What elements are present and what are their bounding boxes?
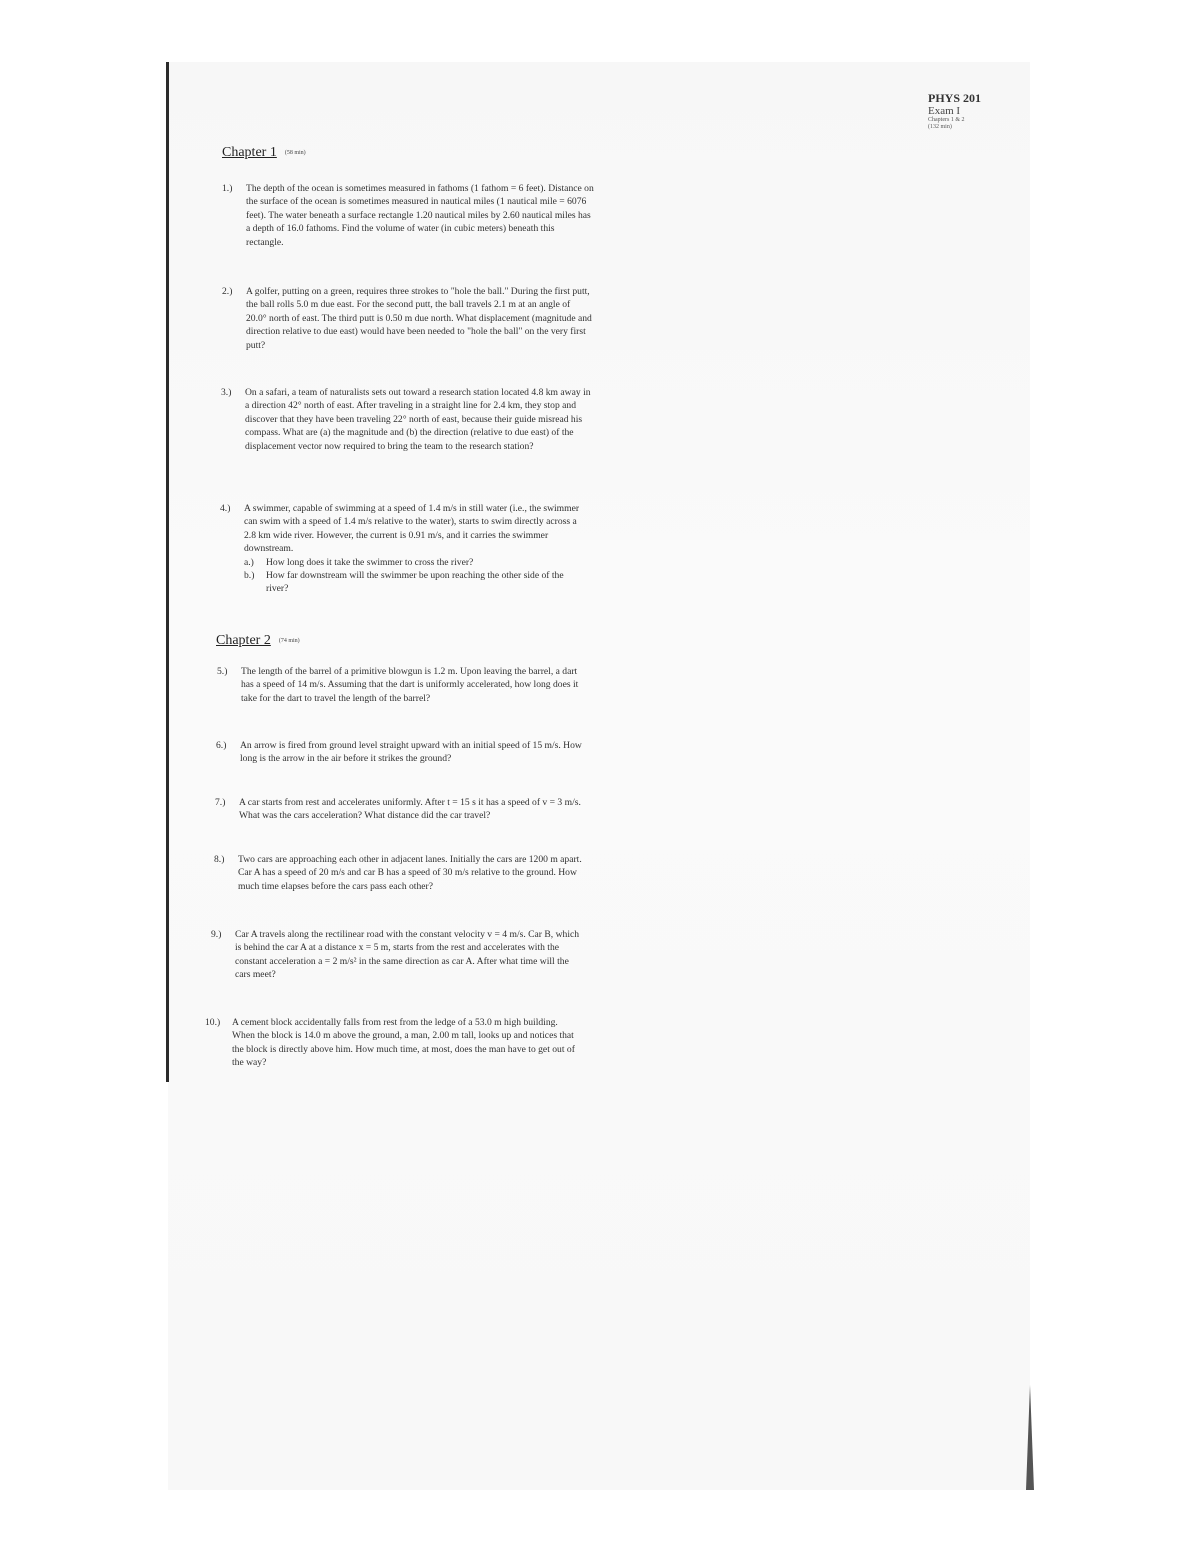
question-8 bbox=[214, 853, 584, 893]
question-6 bbox=[216, 739, 586, 766]
question-text: Two cars are approaching each other in adjacent lanes. Initially the cars are 1200 m apart. Car A has a speed of 20 m/s and car B has a speed of 30 m/s relative to the ground. How much time elapses before the cars pass each other? bbox=[238, 854, 582, 892]
question-text: On a safari, a team of naturalists sets out toward a research station located 4.8 km away in a direction 42° north of east. After traveling in a straight line for 2.4 km, they stop and discover that they have been traveling 22° north of east, because their guide misread his compass. What are (a) the magnitude and (b) the direction (relative to due east) of the displacement vector now required to bring the team to the research station? bbox=[245, 387, 591, 452]
question-text: A swimmer, capable of swimming at a speed of 1.4 m/s in still water (i.e., the swimmer can swim with a speed of 1.4 m/s relative to the water), starts to swim directly across a 2.8 km wide river. However, the current is 0.91 m/s, and it carries the swimmer downstream. bbox=[244, 503, 580, 555]
question-number: 4.) bbox=[220, 503, 231, 514]
page-edge-shadow bbox=[166, 62, 169, 1082]
part-text: How far downstream will the swimmer be upon reaching the other side of the river? bbox=[266, 570, 564, 595]
question-number: 8.) bbox=[214, 854, 225, 865]
question-text: The depth of the ocean is sometimes measured in fathoms (1 fathom = 6 feet). Distance on the surface of the ocean is sometimes measured in nautical miles (1 nautical mile = 6076 feet). The water beneath a surface rectangle 1.20 nautical miles by 2.60 nautical miles has a depth of 16.0 fathoms. Find the volume of water (in cubic meters) beneath this rectangle. bbox=[246, 183, 594, 248]
question-text: An arrow is fired from ground level straight upward with an initial speed of 15 m/s. How long is the arrow in the air before it strikes the ground? bbox=[240, 740, 582, 765]
exam-time: (132 min) bbox=[928, 123, 952, 130]
chapter-1-heading bbox=[222, 145, 306, 161]
part-text: How long does it take the swimmer to cross the river? bbox=[266, 556, 474, 568]
exam-chapters: Chapters 1 & 2 bbox=[928, 117, 965, 124]
question-number: 7.) bbox=[215, 797, 226, 808]
question-number: 10.) bbox=[205, 1017, 221, 1028]
part-label: b.) bbox=[244, 570, 255, 582]
question-number: 6.) bbox=[216, 740, 227, 751]
question-text: The length of the barrel of a primitive blowgun is 1.2 m. Upon leaving the barrel, a dart has a speed of 14 m/s. Assuming that the dart is uniformly accelerated, how long does it take for the dart to travel the length of the barrel? bbox=[241, 666, 579, 704]
question-number: 9.) bbox=[211, 929, 222, 940]
question-number: 3.) bbox=[221, 387, 232, 398]
question-10 bbox=[205, 1016, 578, 1070]
question-number: 2.) bbox=[222, 286, 233, 297]
page-corner-shadow bbox=[1026, 1385, 1034, 1490]
course-code: PHYS 201 bbox=[928, 91, 982, 105]
question-4 bbox=[220, 502, 584, 596]
question-number: 1.) bbox=[222, 183, 233, 194]
question-part-a bbox=[244, 556, 584, 569]
question-text: A car starts from rest and accelerates uniformly. After t = 15 s it has a speed of v = 3 m/s. What was the cars acceleration? What distance did the car travel? bbox=[239, 797, 581, 822]
chapter-time: (58 min) bbox=[284, 149, 306, 156]
chapter-title: Chapter 2 bbox=[216, 633, 271, 648]
question-number: 5.) bbox=[217, 666, 228, 677]
chapter-title: Chapter 1 bbox=[222, 145, 277, 160]
question-text: A cement block accidentally falls from rest from the ledge of a 53.0 m high building. When the block is 14.0 m above the ground, a man, 2.00 m tall, looks up and notices that the block is directly above him. How much time, at most, does the man have to get out of the way? bbox=[232, 1017, 575, 1069]
question-9 bbox=[211, 928, 581, 982]
question-1 bbox=[222, 182, 594, 249]
exam-header bbox=[928, 92, 981, 130]
question-text: Car A travels along the rectilinear road with the constant velocity v = 4 m/s. Car B, which is behind the car A at a distance x = 5 m, starts from the rest and accelerates with the constant acceleration a = 2 m/s² in the same direction as car A. After what time will the cars meet? bbox=[235, 929, 580, 981]
chapter-time: (74 min) bbox=[278, 637, 300, 644]
question-text: A golfer, putting on a green, requires three strokes to "hole the ball." During the first putt, the ball rolls 5.0 m due east. For the second putt, the ball travels 2.1 m at an angle of 20.0° north of east. The third putt is 0.50 m due north. What displacement (magnitude and direction relative to due east) would have been needed to "hole the ball" on the very first putt? bbox=[246, 286, 592, 351]
chapter-2-heading bbox=[216, 633, 300, 649]
question-3 bbox=[221, 386, 591, 453]
exam-page bbox=[168, 62, 1030, 1490]
question-part-b bbox=[244, 569, 584, 596]
question-5 bbox=[217, 665, 587, 705]
exam-title: Exam I bbox=[928, 105, 961, 118]
question-7 bbox=[215, 796, 587, 823]
question-2 bbox=[222, 285, 592, 352]
part-label: a.) bbox=[244, 556, 254, 568]
